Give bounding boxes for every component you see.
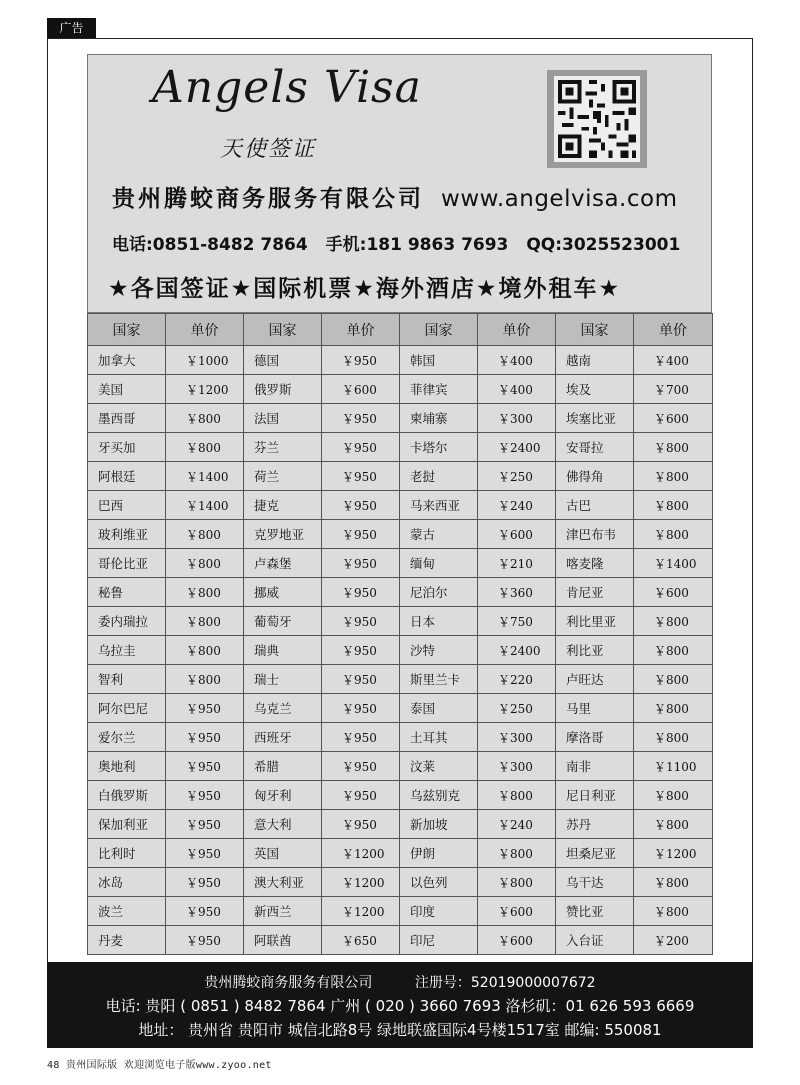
country-cell: 俄罗斯: [244, 375, 322, 404]
country-cell: 丹麦: [88, 926, 166, 955]
country-cell: 阿尔巴尼: [88, 694, 166, 723]
country-cell: 智利: [88, 665, 166, 694]
price-cell: ￥950: [322, 781, 400, 810]
country-cell: 希腊: [244, 752, 322, 781]
price-cell: ￥300: [478, 404, 556, 433]
country-cell: 奥地利: [88, 752, 166, 781]
visa-price-table: [87, 313, 713, 955]
price-cell: ￥950: [322, 810, 400, 839]
header-price: 单价: [322, 314, 400, 346]
table-row: [88, 578, 713, 607]
country-cell: 韩国: [400, 346, 478, 375]
price-cell: ￥1400: [166, 462, 244, 491]
table-row: [88, 839, 713, 868]
price-cell: ￥950: [166, 839, 244, 868]
header-price: 单价: [478, 314, 556, 346]
price-cell: ￥650: [322, 926, 400, 955]
phone-number: 电话:0851-8482 7864: [112, 235, 308, 255]
country-cell: 克罗地亚: [244, 520, 322, 549]
table-row: [88, 868, 713, 897]
table-row: [88, 346, 713, 375]
country-cell: 喀麦隆: [556, 549, 634, 578]
price-cell: ￥950: [322, 433, 400, 462]
price-cell: ￥800: [166, 578, 244, 607]
price-cell: ￥1400: [166, 491, 244, 520]
country-cell: 波兰: [88, 897, 166, 926]
price-cell: ￥800: [634, 897, 713, 926]
country-cell: 新西兰: [244, 897, 322, 926]
registration-number: 注册号：52019000007672: [414, 975, 596, 991]
price-cell: ￥950: [322, 520, 400, 549]
table-row: [88, 433, 713, 462]
country-cell: 柬埔寨: [400, 404, 478, 433]
country-cell: 汶莱: [400, 752, 478, 781]
price-cell: ￥600: [478, 897, 556, 926]
country-cell: 荷兰: [244, 462, 322, 491]
table-row: [88, 462, 713, 491]
country-cell: 苏丹: [556, 810, 634, 839]
price-cell: ￥600: [322, 375, 400, 404]
services-banner: ★各国签证★国际机票★海外酒店★境外租车★: [108, 276, 622, 302]
country-cell: 马里: [556, 694, 634, 723]
price-cell: ￥950: [166, 694, 244, 723]
price-cell: ￥2400: [478, 636, 556, 665]
header-country: 国家: [556, 314, 634, 346]
price-cell: ￥800: [166, 520, 244, 549]
price-cell: ￥950: [322, 404, 400, 433]
country-cell: 哥伦比亚: [88, 549, 166, 578]
country-cell: 津巴布韦: [556, 520, 634, 549]
price-cell: ￥800: [166, 433, 244, 462]
price-cell: ￥1200: [166, 375, 244, 404]
qr-code-icon: [547, 70, 647, 168]
price-cell: ￥800: [634, 607, 713, 636]
footer-address: 地址： 贵州省 贵阳市 城信北路8号 绿地联盛国际4号楼1517室 邮编: 550081: [138, 1021, 662, 1039]
price-cell: ￥800: [166, 636, 244, 665]
price-cell: ￥1000: [166, 346, 244, 375]
table-row: [88, 926, 713, 955]
price-cell: ￥2400: [478, 433, 556, 462]
price-cell: ￥220: [478, 665, 556, 694]
table-row: [88, 752, 713, 781]
country-cell: 冰岛: [88, 868, 166, 897]
price-cell: ￥250: [478, 694, 556, 723]
price-cell: ￥600: [478, 926, 556, 955]
price-cell: ￥800: [634, 868, 713, 897]
price-cell: ￥800: [634, 694, 713, 723]
table-row: [88, 375, 713, 404]
country-cell: 利比亚: [556, 636, 634, 665]
country-cell: 乌干达: [556, 868, 634, 897]
table-row: [88, 491, 713, 520]
price-cell: ￥360: [478, 578, 556, 607]
price-cell: ￥1200: [322, 839, 400, 868]
country-cell: 摩洛哥: [556, 723, 634, 752]
country-cell: 西班牙: [244, 723, 322, 752]
price-cell: ￥800: [634, 491, 713, 520]
price-cell: ￥800: [478, 839, 556, 868]
price-cell: ￥250: [478, 462, 556, 491]
price-cell: ￥1100: [634, 752, 713, 781]
country-cell: 阿根廷: [88, 462, 166, 491]
country-cell: 美国: [88, 375, 166, 404]
country-cell: 沙特: [400, 636, 478, 665]
country-cell: 卢森堡: [244, 549, 322, 578]
country-cell: 蒙古: [400, 520, 478, 549]
country-cell: 利比里亚: [556, 607, 634, 636]
qq-number: QQ:3025523001: [526, 235, 681, 255]
price-cell: ￥750: [478, 607, 556, 636]
country-cell: 挪威: [244, 578, 322, 607]
company-name: 贵州腾蛟商务服务有限公司: [112, 186, 424, 212]
price-cell: ￥800: [634, 433, 713, 462]
country-cell: 安哥拉: [556, 433, 634, 462]
header-country: 国家: [400, 314, 478, 346]
country-cell: 法国: [244, 404, 322, 433]
price-cell: ￥950: [322, 607, 400, 636]
price-cell: ￥300: [478, 752, 556, 781]
price-cell: ￥950: [322, 346, 400, 375]
price-cell: ￥950: [166, 868, 244, 897]
country-cell: 乌克兰: [244, 694, 322, 723]
price-cell: ￥400: [478, 375, 556, 404]
price-cell: ￥200: [634, 926, 713, 955]
country-cell: 捷克: [244, 491, 322, 520]
price-cell: ￥1200: [322, 868, 400, 897]
contact-line: [112, 230, 702, 255]
mobile-number: 手机:181 9863 7693: [325, 235, 509, 255]
price-cell: ￥240: [478, 491, 556, 520]
price-cell: ￥1400: [634, 549, 713, 578]
qr-code-graphic: [553, 76, 641, 162]
table-row: [88, 810, 713, 839]
country-cell: 菲律宾: [400, 375, 478, 404]
country-cell: 日本: [400, 607, 478, 636]
country-cell: 入台证: [556, 926, 634, 955]
price-cell: ￥950: [322, 636, 400, 665]
country-cell: 澳大利亚: [244, 868, 322, 897]
country-cell: 以色列: [400, 868, 478, 897]
price-cell: ￥800: [634, 781, 713, 810]
price-cell: ￥950: [322, 549, 400, 578]
country-cell: 肯尼亚: [556, 578, 634, 607]
price-cell: ￥800: [478, 781, 556, 810]
table-row: [88, 781, 713, 810]
price-cell: ￥950: [166, 781, 244, 810]
price-cell: ￥800: [166, 404, 244, 433]
country-cell: 新加坡: [400, 810, 478, 839]
price-cell: ￥600: [634, 578, 713, 607]
table-row: [88, 636, 713, 665]
country-cell: 意大利: [244, 810, 322, 839]
table-row: [88, 694, 713, 723]
country-cell: 巴西: [88, 491, 166, 520]
country-cell: 缅甸: [400, 549, 478, 578]
price-cell: ￥950: [166, 752, 244, 781]
header-country: 国家: [244, 314, 322, 346]
country-cell: 老挝: [400, 462, 478, 491]
table-header-row: [88, 314, 713, 346]
country-cell: 爱尔兰: [88, 723, 166, 752]
price-cell: ￥950: [322, 462, 400, 491]
country-cell: 白俄罗斯: [88, 781, 166, 810]
table-row: [88, 607, 713, 636]
country-cell: 芬兰: [244, 433, 322, 462]
price-cell: ￥950: [322, 665, 400, 694]
footer-phones: 电话: 贵阳 ( 0851 ) 8482 7864 广州 ( 020 ) 3660 7693 洛杉矶：01 626 593 6669: [105, 997, 695, 1015]
country-cell: 比利时: [88, 839, 166, 868]
country-cell: 古巴: [556, 491, 634, 520]
price-cell: ￥1200: [634, 839, 713, 868]
country-cell: 乌拉圭: [88, 636, 166, 665]
price-cell: ￥400: [478, 346, 556, 375]
country-cell: 印度: [400, 897, 478, 926]
country-cell: 越南: [556, 346, 634, 375]
table-body: [88, 346, 713, 955]
price-cell: ￥600: [634, 404, 713, 433]
price-cell: ￥800: [634, 810, 713, 839]
page-footer: 48 贵州国际版 欢迎浏览电子版www.zyoo.net: [47, 1060, 272, 1071]
price-cell: ￥800: [166, 549, 244, 578]
country-cell: 泰国: [400, 694, 478, 723]
price-cell: ￥210: [478, 549, 556, 578]
country-cell: 马来西亚: [400, 491, 478, 520]
country-cell: 伊朗: [400, 839, 478, 868]
table-row: [88, 520, 713, 549]
price-cell: ￥300: [478, 723, 556, 752]
price-cell: ￥800: [166, 607, 244, 636]
price-cell: ￥950: [166, 723, 244, 752]
logo-english: Angels Visa: [152, 62, 422, 113]
price-cell: ￥1200: [322, 897, 400, 926]
country-cell: 牙买加: [88, 433, 166, 462]
logo-chinese: 天使签证: [220, 137, 317, 162]
country-cell: 阿联酋: [244, 926, 322, 955]
country-cell: 土耳其: [400, 723, 478, 752]
country-cell: 斯里兰卡: [400, 665, 478, 694]
country-cell: 卢旺达: [556, 665, 634, 694]
country-cell: 加拿大: [88, 346, 166, 375]
price-cell: ￥800: [166, 665, 244, 694]
footer-bar: [47, 962, 753, 1048]
price-cell: ￥950: [166, 897, 244, 926]
header-price: 单价: [634, 314, 713, 346]
country-cell: 葡萄牙: [244, 607, 322, 636]
table-row: [88, 723, 713, 752]
country-cell: 瑞典: [244, 636, 322, 665]
company-name-line: [112, 180, 702, 213]
price-cell: ￥800: [634, 665, 713, 694]
table-row: [88, 404, 713, 433]
country-cell: 委内瑞拉: [88, 607, 166, 636]
footer-company: 贵州腾蛟商务服务有限公司: [204, 975, 373, 991]
price-cell: ￥800: [634, 723, 713, 752]
price-cell: ￥240: [478, 810, 556, 839]
price-cell: ￥800: [634, 520, 713, 549]
price-cell: ￥950: [322, 694, 400, 723]
header-country: 国家: [88, 314, 166, 346]
table-row: [88, 897, 713, 926]
website-url[interactable]: www.angelvisa.com: [441, 186, 678, 212]
country-cell: 墨西哥: [88, 404, 166, 433]
country-cell: 赞比亚: [556, 897, 634, 926]
price-cell: ￥950: [166, 810, 244, 839]
table-row: [88, 665, 713, 694]
price-cell: ￥950: [322, 723, 400, 752]
country-cell: 匈牙利: [244, 781, 322, 810]
price-cell: ￥400: [634, 346, 713, 375]
country-cell: 佛得角: [556, 462, 634, 491]
country-cell: 埃及: [556, 375, 634, 404]
price-cell: ￥800: [634, 636, 713, 665]
country-cell: 南非: [556, 752, 634, 781]
price-cell: ￥700: [634, 375, 713, 404]
country-cell: 印尼: [400, 926, 478, 955]
country-cell: 保加利亚: [88, 810, 166, 839]
price-cell: ￥950: [322, 578, 400, 607]
country-cell: 尼泊尔: [400, 578, 478, 607]
price-cell: ￥950: [322, 752, 400, 781]
country-cell: 英国: [244, 839, 322, 868]
country-cell: 乌兹别克: [400, 781, 478, 810]
country-cell: 坦桑尼亚: [556, 839, 634, 868]
price-cell: ￥800: [478, 868, 556, 897]
country-cell: 秘鲁: [88, 578, 166, 607]
footer-company-line: [47, 972, 753, 992]
price-cell: ￥600: [478, 520, 556, 549]
country-cell: 尼日利亚: [556, 781, 634, 810]
table-row: [88, 549, 713, 578]
country-cell: 德国: [244, 346, 322, 375]
country-cell: 卡塔尔: [400, 433, 478, 462]
country-cell: 玻利维亚: [88, 520, 166, 549]
ad-label: 广告: [47, 18, 96, 38]
price-cell: ￥950: [166, 926, 244, 955]
price-cell: ￥950: [322, 491, 400, 520]
header-price: 单价: [166, 314, 244, 346]
country-cell: 埃塞比亚: [556, 404, 634, 433]
price-cell: ￥800: [634, 462, 713, 491]
country-cell: 瑞士: [244, 665, 322, 694]
